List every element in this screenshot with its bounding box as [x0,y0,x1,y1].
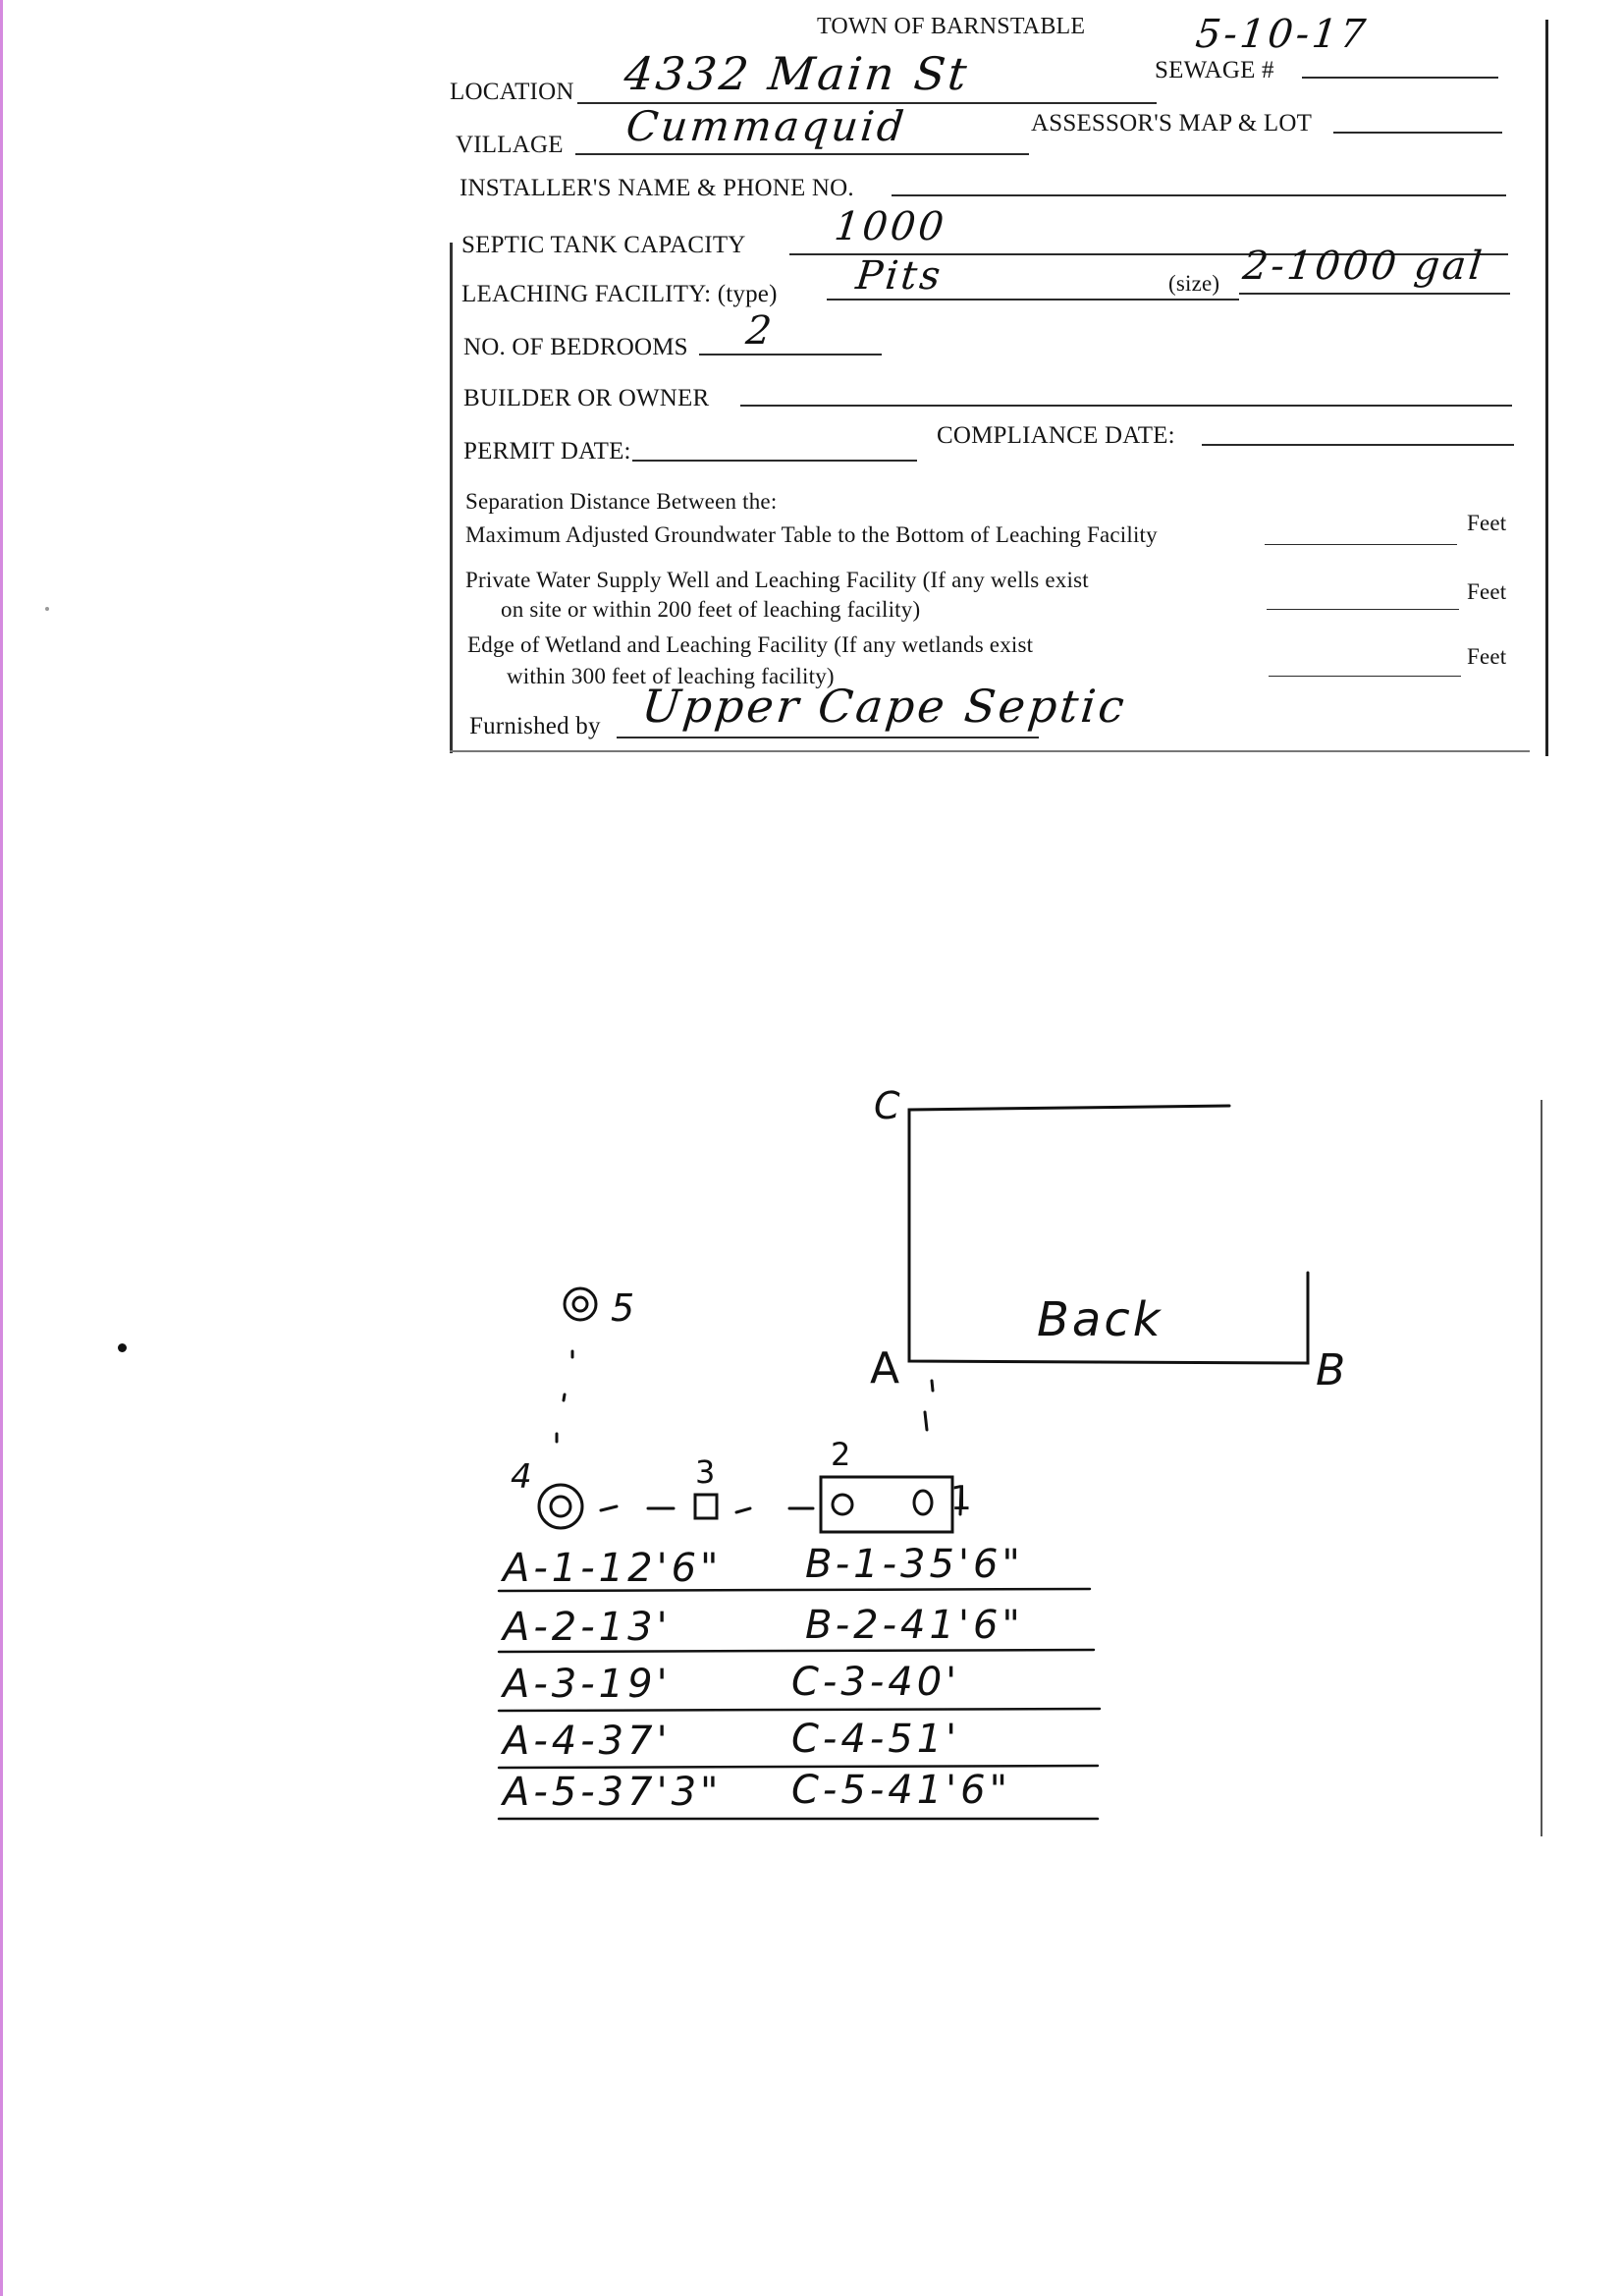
form-header: TOWN OF BARNSTABLE [817,14,1086,39]
separation-groundwater: Maximum Adjusted Groundwater Table to the Bottom of Leaching Facility [465,522,1158,547]
measurement-from-a: A-4-37' [503,1719,672,1764]
point-3-label: 3 [695,1453,716,1491]
leaching-type-label: LEACHING FACILITY: (type) [461,281,778,307]
measurement-from-bc: B-2-41'6" [805,1603,1024,1648]
size-value: 2-1000 gal [1240,244,1488,289]
sewage-label: SEWAGE # [1155,57,1274,83]
point-1-label: 1 [950,1479,972,1518]
installer-label: INSTALLER'S NAME & PHONE NO. [460,175,854,201]
permit-date-label: PERMIT DATE: [463,438,631,465]
point-4-pit [539,1485,582,1528]
septic-capacity-label: SEPTIC TANK CAPACITY [461,232,746,258]
separation-heading: Separation Distance Between the: [465,489,778,514]
measurement-from-a: A-3-19' [503,1662,672,1707]
point-2-label: 2 [831,1436,851,1473]
measurement-from-bc: C-5-41'6" [791,1768,1011,1813]
form-date: 5-10-17 [1193,12,1371,57]
builder-label: BUILDER OR OWNER [463,385,710,411]
measurement-from-bc: C-4-51' [791,1717,961,1762]
size-label: (size) [1168,271,1220,296]
point-3-box [695,1495,717,1518]
separation-well: Private Water Supply Well and Leaching Facility (If any wells exist [465,568,1089,592]
point-2-marker [833,1495,852,1514]
location-value: 4332 Main St [622,47,973,100]
location-label: LOCATION [450,79,574,105]
measurement-from-bc: B-1-35'6" [805,1542,1024,1587]
separation-well-note: on site or within 200 feet of leaching facility) [501,597,921,622]
feet-label-2: Feet [1467,579,1507,604]
bedrooms-value: 2 [743,308,777,354]
separation-wetland-note: within 300 feet of leaching facility) [507,664,835,688]
septic-capacity-value: 1000 [832,204,949,249]
house-back-label: Back [1037,1292,1163,1347]
assessor-label: ASSESSOR'S MAP & LOT [1031,110,1313,137]
village-value: Cummaquid [623,102,909,150]
village-label: VILLAGE [456,132,564,158]
measurement-from-bc: C-3-40' [791,1660,961,1705]
point-5-well [565,1288,596,1320]
corner-c-label: C [874,1084,900,1127]
leaching-type-value: Pits [853,253,946,299]
feet-label-3: Feet [1467,644,1507,669]
point-5-label: 5 [611,1286,635,1330]
compliance-date-label: COMPLIANCE DATE: [937,422,1175,449]
measurement-from-a: A-5-37'3" [503,1770,723,1815]
measurement-from-a: A-1-12'6" [503,1546,723,1591]
furnished-by-label: Furnished by [469,713,601,739]
point-1-marker [914,1491,932,1514]
corner-b-label: B [1316,1345,1346,1395]
feet-label-1: Feet [1467,511,1507,535]
furnished-by-value: Upper Cape Septic [639,680,1130,733]
bedrooms-label: NO. OF BEDROOMS [463,334,688,360]
point-4-label: 4 [511,1457,532,1497]
separation-wetland: Edge of Wetland and Leaching Facility (If any wetlands exist [467,632,1034,657]
measurement-from-a: A-2-13' [503,1605,672,1650]
corner-a-label: A [870,1343,900,1394]
